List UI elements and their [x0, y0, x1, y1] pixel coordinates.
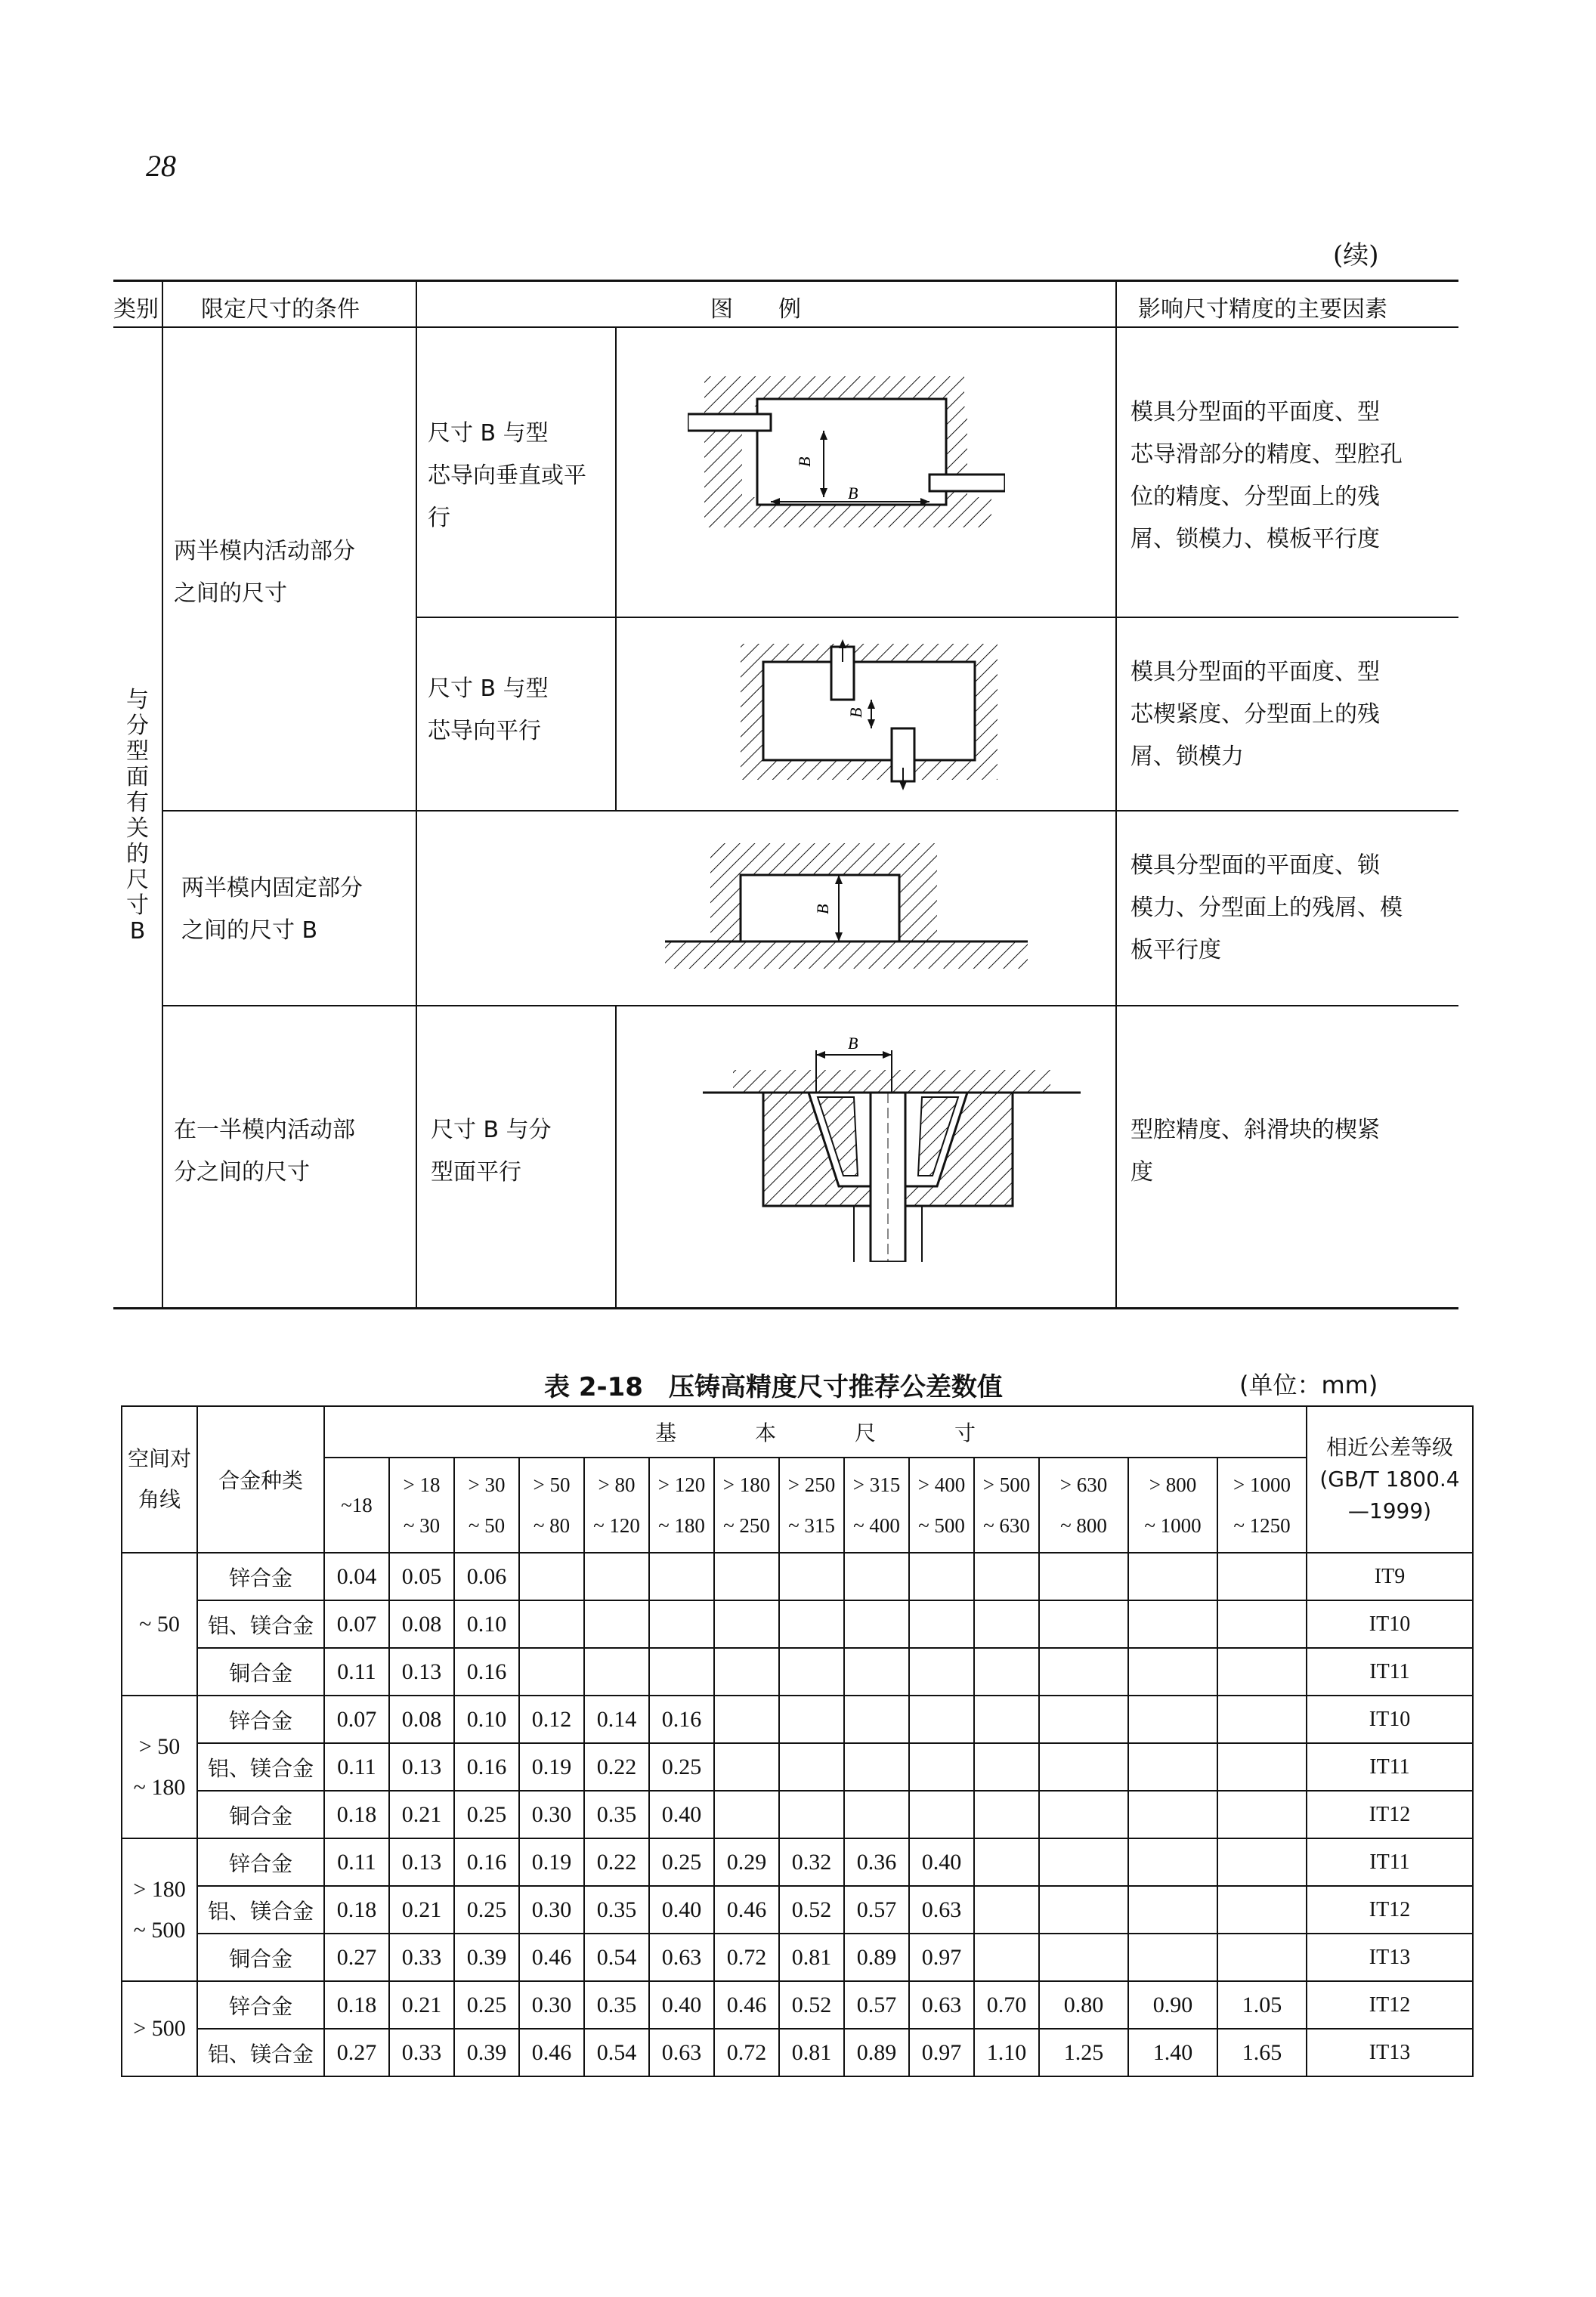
diagram-movable-perpendicular: [688, 369, 1005, 543]
tolerance-value-cell: 0.16: [454, 1648, 519, 1696]
tolerance-value-cell: [1128, 1886, 1217, 1934]
tolerance-value-cell: 0.18: [324, 1791, 389, 1838]
tolerance-value-cell: [1217, 1553, 1307, 1600]
tolerance-value-cell: 0.46: [714, 1886, 779, 1934]
table-title: 表 2-18 压铸高精度尺寸推荐公差数值: [544, 1372, 1003, 1402]
tolerance-value-cell: [1128, 1600, 1217, 1648]
tolerance-value-cell: 0.04: [324, 1553, 389, 1600]
continued-mark: (续): [1333, 240, 1379, 271]
tolerance-value-cell: 0.13: [389, 1743, 454, 1791]
tolerance-value-cell: 0.52: [779, 1981, 844, 2029]
tolerance-table: [121, 1405, 1474, 2077]
tolerance-value-cell: 0.35: [584, 1981, 649, 2029]
condition-fixed-both-halves: 两半模内固定部分 之间的尺寸 B: [181, 875, 363, 944]
header-alloy-type: 合金种类: [197, 1406, 324, 1553]
table-row: [122, 1743, 1473, 1791]
tolerance-value-cell: 0.07: [324, 1696, 389, 1743]
tolerance-value-cell: 0.54: [584, 1934, 649, 1981]
tolerance-value-cell: [584, 1600, 649, 1648]
tolerance-value-cell: 0.63: [909, 1981, 974, 2029]
tolerance-value-cell: 0.21: [389, 1981, 454, 2029]
tolerance-value-cell: [1128, 1553, 1217, 1600]
tolerance-value-cell: 0.97: [909, 1934, 974, 1981]
tolerance-value-cell: [1039, 1838, 1128, 1886]
header-tolerance-grade: 相近公差等级 (GB/T 1800.4 —1999): [1307, 1406, 1473, 1553]
tolerance-value-cell: [779, 1791, 844, 1838]
alloy-cell: 锌合金: [197, 1553, 324, 1600]
tolerance-value-cell: [649, 1600, 714, 1648]
diagram-movable-one-half: [703, 1028, 1081, 1262]
table-row: [122, 1981, 1473, 2029]
tolerance-grade-cell: IT12: [1307, 1981, 1473, 2029]
tolerance-grade-cell: IT12: [1307, 1791, 1473, 1838]
size-range-header: > 50 ~ 80: [519, 1458, 584, 1553]
tolerance-value-cell: [779, 1553, 844, 1600]
tolerance-grade-cell: IT13: [1307, 2029, 1473, 2076]
dimension-condition-table: [113, 280, 1458, 1309]
tolerance-value-cell: 0.30: [519, 1791, 584, 1838]
size-range-header: > 500 ~ 630: [974, 1458, 1039, 1553]
tolerance-value-cell: 0.52: [779, 1886, 844, 1934]
tolerance-value-cell: 0.40: [649, 1981, 714, 2029]
sub-condition-perpendicular: 尺寸 B 与型 芯导向垂直或平 行: [428, 420, 586, 531]
tolerance-value-cell: [909, 1648, 974, 1696]
tolerance-grade-cell: IT10: [1307, 1696, 1473, 1743]
tolerance-value-cell: 0.21: [389, 1886, 454, 1934]
tolerance-value-cell: 0.13: [389, 1838, 454, 1886]
tolerance-value-cell: 1.25: [1039, 2029, 1128, 2076]
size-range-header: ~18: [324, 1458, 389, 1553]
tolerance-value-cell: [844, 1553, 909, 1600]
header-condition: 限定尺寸的条件: [201, 296, 360, 323]
tolerance-value-cell: [1039, 1600, 1128, 1648]
space-diagonal-cell: ~ 50: [122, 1553, 197, 1696]
tolerance-value-cell: 0.21: [389, 1791, 454, 1838]
tolerance-value-cell: [909, 1791, 974, 1838]
tolerance-value-cell: [1039, 1553, 1128, 1600]
tolerance-value-cell: 1.10: [974, 2029, 1039, 2076]
tolerance-value-cell: [909, 1553, 974, 1600]
tolerance-value-cell: 0.19: [519, 1743, 584, 1791]
tolerance-value-cell: [779, 1648, 844, 1696]
table-row: [122, 1934, 1473, 1981]
tolerance-value-cell: [714, 1553, 779, 1600]
tolerance-value-cell: 0.12: [519, 1696, 584, 1743]
tolerance-value-cell: [909, 1600, 974, 1648]
size-range-header: > 800 ~ 1000: [1128, 1458, 1217, 1553]
alloy-cell: 锌合金: [197, 1696, 324, 1743]
tolerance-grade-cell: IT11: [1307, 1648, 1473, 1696]
tolerance-value-cell: [649, 1648, 714, 1696]
tolerance-value-cell: 0.25: [649, 1743, 714, 1791]
tolerance-value-cell: [1039, 1696, 1128, 1743]
tolerance-value-cell: 0.46: [714, 1981, 779, 2029]
tolerance-value-cell: [519, 1553, 584, 1600]
tolerance-value-cell: [779, 1696, 844, 1743]
space-diagonal-cell: > 50 ~ 180: [122, 1696, 197, 1838]
condition-movable-one-half: 在一半模内活动部 分之间的尺寸: [174, 1117, 355, 1186]
tolerance-value-cell: 0.25: [454, 1791, 519, 1838]
tolerance-value-cell: [1128, 1648, 1217, 1696]
sub-condition-parallel: 尺寸 B 与型 芯导向平行: [428, 675, 549, 744]
tolerance-value-cell: 0.81: [779, 1934, 844, 1981]
factors-row1: 模具分型面的平面度、型 芯导滑部分的精度、型腔孔 位的精度、分型面上的残 屑、锁模力、模板平行度: [1130, 399, 1403, 552]
tolerance-value-cell: 0.07: [324, 1600, 389, 1648]
header-basic-size: 基 本 尺 寸: [324, 1406, 1307, 1458]
tolerance-value-cell: 1.05: [1217, 1981, 1307, 2029]
tolerance-value-cell: [974, 1648, 1039, 1696]
tolerance-value-cell: [1128, 1791, 1217, 1838]
tolerance-value-cell: 0.22: [584, 1743, 649, 1791]
tolerance-value-cell: 0.63: [649, 1934, 714, 1981]
factors-row3: 模具分型面的平面度、锁 模力、分型面上的残屑、模 板平行度: [1130, 852, 1403, 963]
tolerance-value-cell: [1217, 1696, 1307, 1743]
size-range-header: > 80 ~ 120: [584, 1458, 649, 1553]
alloy-cell: 铝、镁合金: [197, 1743, 324, 1791]
tolerance-value-cell: [1217, 1838, 1307, 1886]
alloy-cell: 铝、镁合金: [197, 1600, 324, 1648]
tolerance-value-cell: [649, 1553, 714, 1600]
tolerance-value-cell: [1128, 1696, 1217, 1743]
size-range-header: > 400 ~ 500: [909, 1458, 974, 1553]
tolerance-value-cell: [1128, 1838, 1217, 1886]
tolerance-value-cell: [974, 1791, 1039, 1838]
tolerance-value-cell: [1039, 1934, 1128, 1981]
tolerance-value-cell: 0.06: [454, 1553, 519, 1600]
tolerance-value-cell: [1217, 1886, 1307, 1934]
tolerance-value-cell: 0.14: [584, 1696, 649, 1743]
alloy-cell: 铝、镁合金: [197, 2029, 324, 2076]
tolerance-value-cell: 0.30: [519, 1981, 584, 2029]
svg-text:B: B: [848, 484, 858, 502]
tolerance-value-cell: [974, 1886, 1039, 1934]
tolerance-value-cell: 0.40: [909, 1838, 974, 1886]
tolerance-value-cell: [844, 1696, 909, 1743]
tolerance-value-cell: [584, 1553, 649, 1600]
tolerance-value-cell: [974, 1600, 1039, 1648]
size-range-header: > 120 ~ 180: [649, 1458, 714, 1553]
tolerance-value-cell: [974, 1934, 1039, 1981]
tolerance-value-cell: 0.18: [324, 1886, 389, 1934]
tolerance-value-cell: 0.11: [324, 1838, 389, 1886]
tolerance-value-cell: 0.16: [649, 1696, 714, 1743]
alloy-cell: 铜合金: [197, 1648, 324, 1696]
tolerance-value-cell: [519, 1600, 584, 1648]
tolerance-value-cell: 0.18: [324, 1981, 389, 2029]
sub-condition-parallel-parting: 尺寸 B 与分 型面平行: [431, 1117, 552, 1186]
tolerance-value-cell: [844, 1743, 909, 1791]
tolerance-value-cell: 0.16: [454, 1838, 519, 1886]
tolerance-value-cell: [1217, 1791, 1307, 1838]
tolerance-value-cell: [714, 1743, 779, 1791]
size-range-header: > 1000 ~ 1250: [1217, 1458, 1307, 1553]
tolerance-value-cell: 0.80: [1039, 1981, 1128, 2029]
svg-text:B: B: [795, 456, 814, 467]
tolerance-value-cell: 0.54: [584, 2029, 649, 2076]
tolerance-value-cell: [974, 1553, 1039, 1600]
tolerance-value-cell: 0.11: [324, 1648, 389, 1696]
tolerance-value-cell: [844, 1600, 909, 1648]
tolerance-value-cell: 0.57: [844, 1981, 909, 2029]
tolerance-value-cell: 0.89: [844, 2029, 909, 2076]
tolerance-grade-cell: IT11: [1307, 1743, 1473, 1791]
category-label: 与分型面有关的尺寸B: [126, 687, 149, 944]
tolerance-value-cell: 0.33: [389, 2029, 454, 2076]
tolerance-value-cell: [974, 1838, 1039, 1886]
size-range-header: > 630 ~ 800: [1039, 1458, 1128, 1553]
tolerance-value-cell: [714, 1648, 779, 1696]
tolerance-value-cell: 0.32: [779, 1838, 844, 1886]
table-row: [122, 1838, 1473, 1886]
tolerance-grade-cell: IT13: [1307, 1934, 1473, 1981]
tolerance-value-cell: 1.65: [1217, 2029, 1307, 2076]
tolerance-value-cell: 0.36: [844, 1838, 909, 1886]
tolerance-value-cell: [974, 1696, 1039, 1743]
tolerance-value-cell: [714, 1696, 779, 1743]
tolerance-value-cell: 0.25: [454, 1981, 519, 2029]
header-factors: 影响尺寸精度的主要因素: [1138, 296, 1387, 323]
size-range-header: > 30 ~ 50: [454, 1458, 519, 1553]
tolerance-value-cell: [779, 1743, 844, 1791]
header-category: 类别: [113, 296, 159, 323]
alloy-cell: 铜合金: [197, 1934, 324, 1981]
tolerance-value-cell: [974, 1743, 1039, 1791]
table-row: [122, 1886, 1473, 1934]
tolerance-value-cell: [1039, 1886, 1128, 1934]
header-space-diagonal: 空间对 角线: [122, 1406, 197, 1553]
tolerance-value-cell: 0.40: [649, 1791, 714, 1838]
table-row: [122, 2029, 1473, 2076]
size-range-header: > 315 ~ 400: [844, 1458, 909, 1553]
tolerance-value-cell: 0.25: [649, 1838, 714, 1886]
tolerance-value-cell: 0.97: [909, 2029, 974, 2076]
tolerance-value-cell: [1217, 1648, 1307, 1696]
tolerance-grade-cell: IT11: [1307, 1838, 1473, 1886]
tolerance-grade-cell: IT9: [1307, 1553, 1473, 1600]
size-range-header: > 250 ~ 315: [779, 1458, 844, 1553]
table-row: [122, 1696, 1473, 1743]
tolerance-value-cell: 0.81: [779, 2029, 844, 2076]
page-number: 28: [146, 149, 176, 183]
tolerance-value-cell: 0.63: [649, 2029, 714, 2076]
alloy-cell: 铜合金: [197, 1791, 324, 1838]
header-figure: 图 例: [710, 296, 801, 323]
tolerance-value-cell: 0.57: [844, 1886, 909, 1934]
tolerance-value-cell: 0.10: [454, 1696, 519, 1743]
table-unit: (单位：mm): [1239, 1371, 1378, 1399]
tolerance-value-cell: [844, 1648, 909, 1696]
space-diagonal-cell: > 180 ~ 500: [122, 1838, 197, 1981]
svg-text:B: B: [813, 904, 832, 914]
tolerance-value-cell: 0.30: [519, 1886, 584, 1934]
svg-text:B: B: [846, 707, 865, 718]
tolerance-value-cell: 0.29: [714, 1838, 779, 1886]
tolerance-value-cell: [1039, 1648, 1128, 1696]
factors-row2: 模具分型面的平面度、型 芯楔紧度、分型面上的残 屑、锁模力: [1130, 659, 1380, 770]
tolerance-value-cell: 0.63: [909, 1886, 974, 1934]
tolerance-value-cell: [519, 1648, 584, 1696]
tolerance-value-cell: 0.08: [389, 1696, 454, 1743]
tolerance-value-cell: 0.16: [454, 1743, 519, 1791]
tolerance-value-cell: 0.39: [454, 2029, 519, 2076]
tolerance-value-cell: [1039, 1791, 1128, 1838]
tolerance-value-cell: 0.25: [454, 1886, 519, 1934]
tolerance-value-cell: 0.46: [519, 1934, 584, 1981]
tolerance-value-cell: 0.35: [584, 1886, 649, 1934]
tolerance-value-cell: 0.39: [454, 1934, 519, 1981]
tolerance-value-cell: [714, 1791, 779, 1838]
tolerance-value-cell: 0.40: [649, 1886, 714, 1934]
size-range-header: > 180 ~ 250: [714, 1458, 779, 1553]
tolerance-value-cell: 0.27: [324, 1934, 389, 1981]
tolerance-value-cell: [909, 1743, 974, 1791]
tolerance-value-cell: 0.11: [324, 1743, 389, 1791]
tolerance-value-cell: 0.10: [454, 1600, 519, 1648]
alloy-cell: 锌合金: [197, 1981, 324, 2029]
tolerance-value-cell: [1217, 1743, 1307, 1791]
tolerance-value-cell: 0.35: [584, 1791, 649, 1838]
tolerance-value-cell: 0.27: [324, 2029, 389, 2076]
table-row: [122, 1600, 1473, 1648]
alloy-cell: 铝、镁合金: [197, 1886, 324, 1934]
tolerance-value-cell: [584, 1648, 649, 1696]
svg-text:B: B: [848, 1034, 858, 1053]
tolerance-value-cell: 0.89: [844, 1934, 909, 1981]
tolerance-value-cell: 0.46: [519, 2029, 584, 2076]
tolerance-value-cell: [909, 1696, 974, 1743]
tolerance-value-cell: 0.22: [584, 1838, 649, 1886]
condition-movable-both-halves: 两半模内活动部分 之间的尺寸: [174, 538, 355, 607]
space-diagonal-cell: > 500: [122, 1981, 197, 2076]
factors-row4: 型腔精度、斜滑块的楔紧 度: [1130, 1117, 1380, 1186]
tolerance-value-cell: [1217, 1934, 1307, 1981]
tolerance-value-cell: [1128, 1743, 1217, 1791]
tolerance-value-cell: [844, 1791, 909, 1838]
table-row: [122, 1553, 1473, 1600]
table-row: [122, 1791, 1473, 1838]
tolerance-value-cell: 0.72: [714, 2029, 779, 2076]
tolerance-value-cell: 0.33: [389, 1934, 454, 1981]
tolerance-value-cell: 0.70: [974, 1981, 1039, 2029]
tolerance-value-cell: 1.40: [1128, 2029, 1217, 2076]
tolerance-value-cell: [1128, 1934, 1217, 1981]
tolerance-value-cell: [1217, 1600, 1307, 1648]
tolerance-value-cell: [779, 1600, 844, 1648]
table-row: [122, 1648, 1473, 1696]
diagram-movable-parallel: [733, 639, 1020, 790]
tolerance-value-cell: 0.90: [1128, 1981, 1217, 2029]
tolerance-value-cell: 0.72: [714, 1934, 779, 1981]
tolerance-grade-cell: IT10: [1307, 1600, 1473, 1648]
size-range-header: > 18 ~ 30: [389, 1458, 454, 1553]
tolerance-value-cell: 0.08: [389, 1600, 454, 1648]
tolerance-value-cell: 0.05: [389, 1553, 454, 1600]
tolerance-value-cell: [714, 1600, 779, 1648]
tolerance-value-cell: 0.13: [389, 1648, 454, 1696]
tolerance-value-cell: 0.19: [519, 1838, 584, 1886]
tolerance-grade-cell: IT12: [1307, 1886, 1473, 1934]
alloy-cell: 锌合金: [197, 1838, 324, 1886]
tolerance-value-cell: [1039, 1743, 1128, 1791]
diagram-fixed-both-halves: [627, 836, 1066, 979]
